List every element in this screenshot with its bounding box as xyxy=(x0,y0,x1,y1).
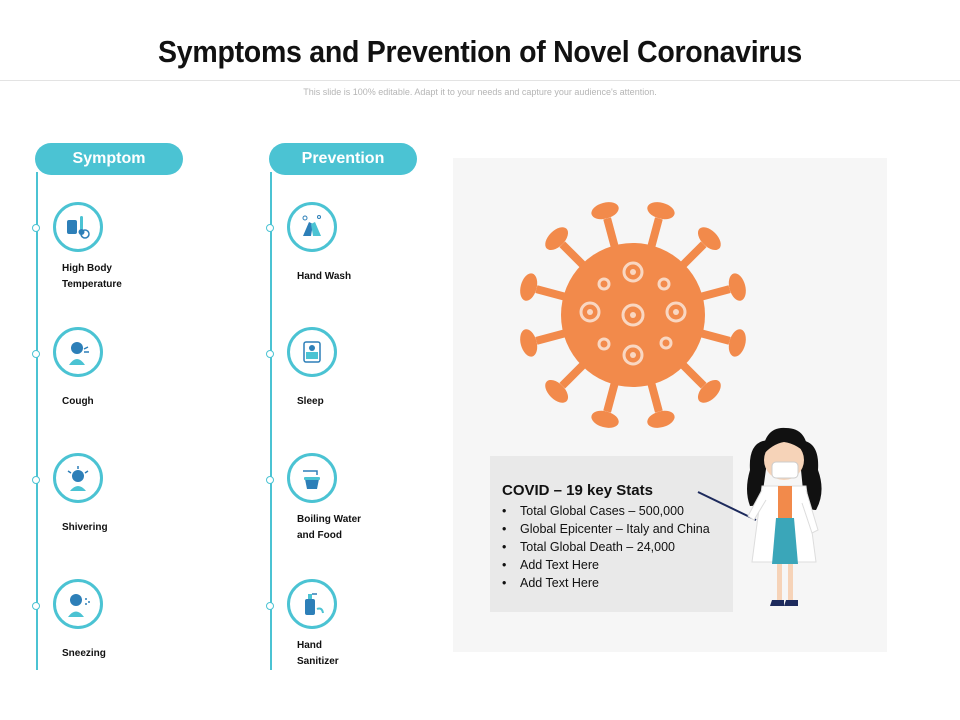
virus-spike xyxy=(562,363,585,386)
timeline-dot xyxy=(32,350,40,358)
virus-spike-tip xyxy=(589,408,620,431)
title-divider xyxy=(0,80,960,81)
symptom-label-shivering: Shivering xyxy=(62,522,108,533)
prevention-timeline xyxy=(270,172,272,670)
virus-spike-tip xyxy=(645,408,676,431)
symptom-label-cough: Cough xyxy=(62,396,94,407)
doctor-illustration xyxy=(690,420,850,615)
virus-spike-tip xyxy=(645,199,676,222)
virus-spike-tip xyxy=(517,327,540,358)
stats-item: • Total Global Cases – 500,000 xyxy=(502,502,710,520)
symptom-label-high-body-temperature: High Body Temperature xyxy=(62,263,122,290)
virus-spike xyxy=(607,381,615,412)
prevention-heading: Prevention xyxy=(269,143,417,175)
timeline-dot xyxy=(266,602,274,610)
timeline-dot xyxy=(266,476,274,484)
virus-spike xyxy=(699,289,730,297)
shivering-icon xyxy=(53,453,103,503)
virus-illustration xyxy=(508,190,758,440)
virus-spike xyxy=(607,218,615,249)
symptom-timeline xyxy=(36,172,38,670)
hand-wash-icon xyxy=(287,202,337,252)
slide-title: Symptoms and Prevention of Novel Coronavirus xyxy=(158,34,802,69)
timeline-dot xyxy=(32,224,40,232)
virus-spike xyxy=(536,289,567,297)
hand-sanitizer-icon xyxy=(287,579,337,629)
virus-spike-tip xyxy=(517,271,540,302)
virus-spike xyxy=(536,333,567,341)
timeline-dot xyxy=(266,224,274,232)
stats-item: • Global Epicenter – Italy and China xyxy=(502,520,710,538)
timeline-dot xyxy=(32,602,40,610)
symptom-heading: Symptom xyxy=(35,143,183,175)
prevention-label-boiling-water-and-food: Boiling Water and Food xyxy=(297,514,362,541)
stats-item: • Add Text Here xyxy=(502,556,710,574)
timeline-dot xyxy=(266,350,274,358)
virus-spike xyxy=(651,218,659,249)
timeline-dot xyxy=(32,476,40,484)
prevention-label-sleep: Sleep xyxy=(297,396,324,407)
slide-subtitle: This slide is 100% editable. Adapt it to your needs and capture your audience's attention. xyxy=(303,87,657,97)
boiling-water-icon xyxy=(287,453,337,503)
virus-spike xyxy=(681,244,704,267)
virus-spike xyxy=(699,333,730,341)
virus-spike-tip xyxy=(726,327,749,358)
sleep-icon xyxy=(287,327,337,377)
virus-spike xyxy=(681,363,704,386)
virus-spike-tip xyxy=(726,271,749,302)
cough-icon xyxy=(53,327,103,377)
virus-spike xyxy=(562,244,585,267)
sneezing-icon xyxy=(53,579,103,629)
symptom-label-sneezing: Sneezing xyxy=(62,648,106,659)
prevention-label-hand-sanitizer: Hand Sanitizer xyxy=(297,640,339,667)
stats-title: COVID – 19 key Stats xyxy=(502,482,653,499)
stats-item: • Add Text Here xyxy=(502,574,710,592)
prevention-label-hand-wash: Hand Wash xyxy=(297,271,352,282)
stats-list xyxy=(502,502,710,592)
stats-item: • Total Global Death – 24,000 xyxy=(502,538,710,556)
virus-spike-tip xyxy=(589,199,620,222)
virus-spike xyxy=(651,381,659,412)
thermometer-icon xyxy=(53,202,103,252)
